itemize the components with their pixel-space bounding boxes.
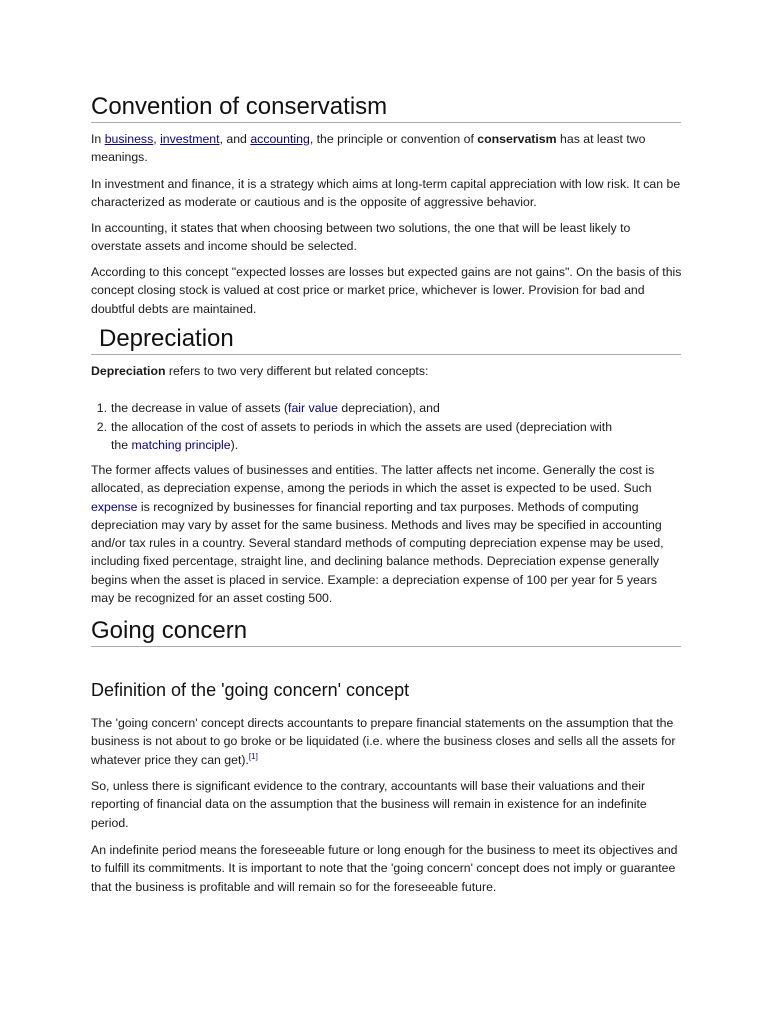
list-item bbox=[96, 399, 671, 417]
footnote-reference-link[interactable]: [1] bbox=[248, 751, 258, 761]
paragraph-significant-evidence: So, unless there is significant evidence to the contrary, accountants will base their valuations and their reporting of financial data on the assumption that the business will remain in existence for an indefinite period. bbox=[91, 779, 647, 830]
text: refers to two very different but related concepts: bbox=[165, 364, 429, 378]
text: The former affects values of businesses and entities. The latter affects net income. Generally the cost is allocated, as depreciation expense, among the periods in which the asset is expected to be used. Such bbox=[91, 463, 655, 496]
list-number: 1. bbox=[96, 401, 107, 415]
heading-depreciation: Depreciation bbox=[91, 324, 681, 355]
link-matching-principle[interactable]: matching principle bbox=[131, 438, 231, 453]
text: is recognized by businesses for financial reporting and tax purposes. Methods of computing depreciation may vary by asset for the same business. Methods and lives may be specified in accounting and/or tax rules in a country. Several standard methods of computing depreciation expense may be used, including fixed percentage, straight line, and declining balance methods. Depreciation expense generally begins when the asset is placed in service. Example: a depreciation expense of 100 per year for 5 years may be recognized for an asset costing 500. bbox=[91, 499, 664, 606]
list-number: 2. bbox=[96, 420, 107, 434]
heading-convention-of-conservatism: Convention of conservatism bbox=[91, 92, 681, 123]
link-expense[interactable]: expense bbox=[91, 499, 138, 514]
bold-depreciation: Depreciation bbox=[91, 364, 166, 378]
link-business[interactable]: business bbox=[104, 132, 154, 146]
text: , and bbox=[219, 132, 251, 146]
paragraph-conservatism-intro bbox=[91, 130, 683, 167]
paragraph-depreciation-intro bbox=[91, 362, 683, 380]
text: , the principle or convention of bbox=[309, 132, 478, 146]
link-accounting[interactable]: accounting bbox=[250, 132, 310, 146]
text: has at least two meanings. bbox=[91, 132, 646, 165]
text: depreciation), and bbox=[337, 401, 440, 415]
paragraph-going-concern-concept bbox=[91, 714, 683, 769]
text: In bbox=[91, 132, 105, 146]
text: The 'going concern' concept directs accountants to prepare financial statements on the assumption that the business is not about to go broke or be liquidated (i.e. where the business closes and sells all the assets for whatever price they can get). bbox=[91, 716, 676, 767]
text: , bbox=[153, 132, 161, 146]
list-item bbox=[96, 418, 631, 455]
bold-conservatism: conservatism bbox=[477, 132, 557, 146]
paragraph-accounting-meaning: In accounting, it states that when choosing between two solutions, the one that will be least likely to overstate assets and income should be selected. bbox=[91, 221, 631, 254]
link-fair-value[interactable]: fair value bbox=[288, 401, 338, 415]
text: ). bbox=[230, 438, 239, 453]
paragraph-depreciation-details bbox=[91, 461, 683, 607]
paragraph-expected-losses: According to this concept "expected losses are losses but expected gains are not gains". On the basis of this concept closing stock is valued at cost price or market price, whichever is lower. Provision for bad and doubtful debts are maintained. bbox=[91, 265, 682, 316]
subheading-going-concern-definition: Definition of the 'going concern' concept bbox=[91, 680, 410, 700]
text: the allocation of the cost of assets to periods in which the assets are used (depreciation with the bbox=[111, 420, 613, 453]
paragraph-indefinite-period: An indefinite period means the foreseeable future or long enough for the business to meet its objectives and to fulfill its commitments. It is important to note that the 'going concern' concept does not imply or guarantee that the business is profitable and will remain so for the foreseeable future. bbox=[91, 843, 678, 894]
link-investment[interactable]: investment bbox=[160, 132, 220, 146]
text: the decrease in value of assets ( bbox=[111, 401, 289, 415]
paragraph-investment-finance: In investment and finance, it is a strategy which aims at long-term capital appreciation with low risk. It can be characterized as moderate or cautious and is the opposite of aggressive behavior. bbox=[91, 177, 681, 210]
heading-going-concern: Going concern bbox=[91, 616, 681, 647]
